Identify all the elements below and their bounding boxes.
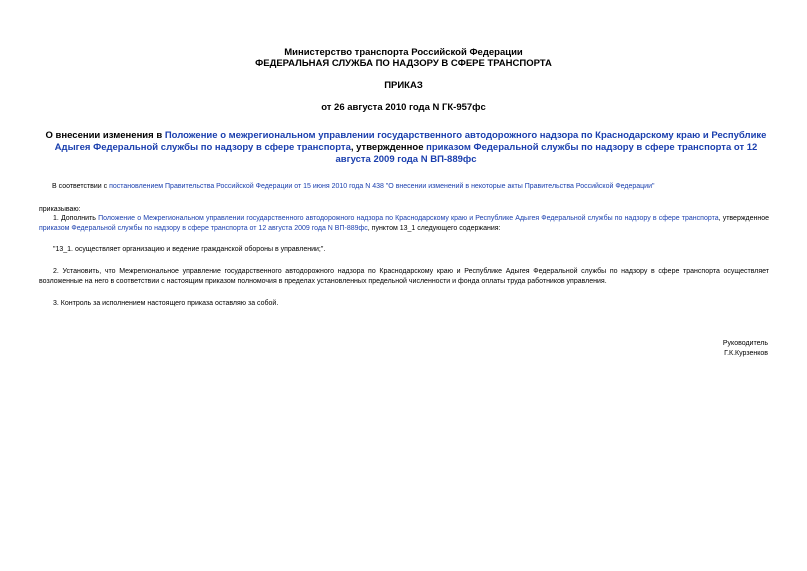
- title-link-order[interactable]: приказом Федеральной службы по надзору в сфере транспорта от 12 августа 2009 года N ВП-889фс: [335, 142, 758, 165]
- item-1: [39, 214, 769, 234]
- preamble-text: В соответствии с: [52, 183, 110, 190]
- item1-link-regulation[interactable]: Положение о Межрегиональном управлении государственного автодорожного надзора по Краснодарскому краю и Республике Адыгея Федеральной службы по надзору в сфере транспорта: [98, 215, 719, 222]
- title-text-2: , утвержденное: [350, 142, 427, 153]
- item1-text-1: 1. Дополнить: [53, 215, 99, 222]
- preamble: [52, 182, 772, 192]
- doc-date-number: от 26 августа 2010 года N ГК-957фс: [321, 102, 486, 113]
- item1-text-3: , пунктом 13_1 следующего содержания:: [367, 225, 501, 232]
- signature-position: Руководитель: [722, 340, 768, 347]
- item1-text-2: , утвержденное: [718, 215, 770, 222]
- item-3: 3. Контроль за исполнением настоящего приказа оставляю за собой.: [53, 300, 279, 307]
- title-text-1: О внесении изменения в: [45, 130, 165, 141]
- signature-name: Г.К.Курзенков: [724, 350, 768, 357]
- doc-type-heading: ПРИКАЗ: [384, 80, 423, 91]
- order-word: приказываю:: [39, 206, 81, 213]
- title-link-regulation[interactable]: Положение о межрегиональном управлении государственного автодорожного надзора по Краснодарскому краю и Республике Адыгея Федеральной службы по надзору в сфере транспорта: [54, 130, 767, 153]
- document-title: [38, 130, 774, 166]
- item-1-quote: "13_1. осуществляет организацию и ведение гражданской обороны в управлении;".: [53, 246, 326, 253]
- item-2: 2. Установить, что Межрегиональное управление государственного автодорожного надзора по Краснодарскому краю и Республике Адыгея Федеральной службы по надзору в сфере транспорта осуществляет возложенные на него в соответствии с настоящим приказом полномочия в пределах установленных предельной численности и фонда оплаты труда работников управления.: [39, 268, 769, 285]
- ministry-heading: Министерство транспорта Российской Федерации: [284, 47, 523, 58]
- item1-link-order[interactable]: приказом Федеральной службы по надзору в сфере транспорта от 12 августа 2009 года N ВП-889фс: [39, 225, 368, 232]
- preamble-link-decree[interactable]: постановлением Правительства Российской Федерации от 15 июня 2010 года N 438 "О внесении изменений в некоторые акты Правительства Российской Федерации": [109, 183, 655, 190]
- service-heading: ФЕДЕРАЛЬНАЯ СЛУЖБА ПО НАДЗОРУ В СФЕРЕ ТРАНСПОРТА: [255, 58, 552, 69]
